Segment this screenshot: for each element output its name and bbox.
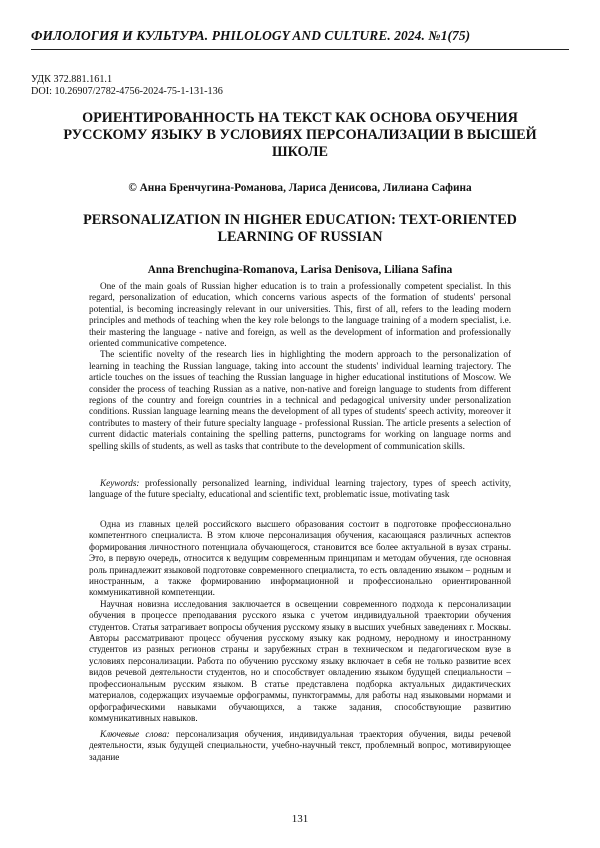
- keywords-en: [89, 478, 511, 501]
- abstract-ru-paragraph-1: Одна из главных целей российского высшего образования состоит в подготовке профессионально компетентного специалиста. В этом ключе персонализация обучения, касающаяся различных аспектов формирования личностного потенциала обучающегося, становится все более актуальной в вузах страны. Это, в первую очередь, относится к ведущим современным принципам и методам обучения, где основная роль принадлежит языковой подготовке современного специалиста, то есть овладению языком – родным и иностранным, а также формированию информационной и профессионально ориентированной коммуникативной компетенции.: [89, 519, 511, 598]
- authors-en: Anna Brenchugina-Romanova, Larisa Denisova, Liliana Safina: [147, 264, 453, 276]
- abstract-en-paragraph-1: One of the main goals of Russian higher education is to train a professionally competent specialist. In this regard, personalization of education, which concerns various aspects of the formation of students' personal potential, is becoming increasingly relevant in our universities. This, first of all, refers to the leading modern principles and methods of teaching when the key role belongs to the language training of a modern specialist, i.e. their mastering the language - native and foreign, as well as the development of information and professionally oriented communicative competence.: [89, 281, 511, 349]
- authors-ru: © Анна Бренчугина-Романова, Лариса Денисова, Лилиана Сафина: [128, 182, 472, 194]
- keywords-ru-text: персонализация обучения, индивидуальная траектория обучения, виды речевой деятельности, язык будущей специальности, учебно-научный текст, проблемный вопрос, мотивирующее задание: [89, 729, 511, 762]
- udc-code: УДК 372.881.161.1: [31, 74, 113, 85]
- doi[interactable]: DOI: 10.26907/2782-4756-2024-75-1-131-136: [31, 86, 223, 97]
- keywords-ru: [89, 729, 511, 763]
- abstract-en-paragraph-2: The scientific novelty of the research lies in highlighting the modern approach to the personalization of learning in teaching the Russian language, taking into account the students' individual learning trajectory. The article touches on the issues of teaching the Russian language in higher educational institutions of Moscow. We consider the process of teaching Russian as a native, non-native and foreign language to students from different regions of the country and foreign countries in a technical and pedagogical university under personalization conditions. Russian language learning means the development of all types of students' speech activity, moreover it contributes to mastery of their future specialty language - professional Russian. The article presents a selection of current didactic materials containing the spelling patterns, punctograms for working on language norms and spelling skills of students, as well as tasks that contribute to the development of communication skills.: [89, 349, 511, 451]
- title-ru: ОРИЕНТИРОВАННОСТЬ НА ТЕКСТ КАК ОСНОВА ОБУЧЕНИЯ РУССКОМУ ЯЗЫКУ В УСЛОВИЯХ ПЕРСОНАЛИЗАЦИИ В ВЫСШЕЙ ШКОЛЕ: [63, 110, 537, 160]
- running-head: ФИЛОЛОГИЯ И КУЛЬТУРА. PHILOLOGY AND CULTURE. 2024. №1(75): [31, 28, 569, 50]
- keywords-en-label: Keywords:: [100, 478, 140, 488]
- article-meta: [31, 74, 223, 98]
- keywords-en-text: professionally personalized learning, individual learning trajectory, types of speech activity, language of the future specialty, educational and scientific text, problematic issue, motivating task: [89, 478, 511, 500]
- title-en: PERSONALIZATION IN HIGHER EDUCATION: TEXT-ORIENTED LEARNING OF RUSSIAN: [83, 212, 517, 245]
- abstract-en: [89, 281, 511, 452]
- abstract-ru: [89, 519, 511, 724]
- abstract-ru-paragraph-2: Научная новизна исследования заключается в освещении современного подхода к персонализации обучения в процессе преподавания русского языка с учетом индивидуальной траектории обучения студентов. Статья затрагивает вопросы обучения русскому языку в высших учебных заведениях г. Москвы. Авторы рассматривают процесс обучения русскому языку как родному, неродному и иностранному студентов из разных регионов страны и зарубежных стран в техническом и педагогическом вузе в условиях персонализации. Работа по обучению русскому языку включает в себя не только развитие всех видов речевой деятельности студентов, но и способствует овладению языком будущей специальности – профессиональным русским языком. В статье представлена подборка актуальных дидактических материалов, содержащих изучаемые орфограммы, пунктограммы, для работы над языковыми нормами и орфографическими навыками обучающихся, а также задания, способствующие развитию коммуникативных навыков.: [89, 598, 511, 723]
- page-number: 131: [291, 813, 309, 825]
- keywords-ru-label: Ключевые слова:: [100, 729, 170, 739]
